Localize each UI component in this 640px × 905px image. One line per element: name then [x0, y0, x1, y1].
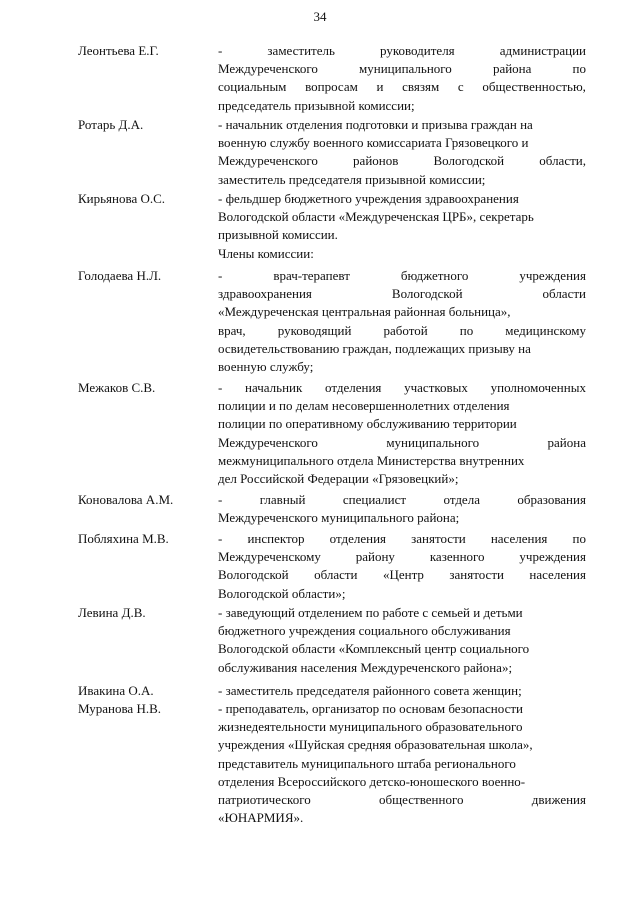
role-word: казенного — [429, 549, 485, 565]
role-word: муниципального — [386, 434, 480, 450]
role-word: Вологодской — [218, 567, 289, 583]
role-word: учреждения «Шуйская средняя образовательная школа», — [218, 737, 533, 753]
role-word: отделения — [325, 380, 382, 395]
role-word: здравоохранения — [218, 286, 312, 302]
member-role — [218, 491, 586, 527]
role-word: дел Российской Федерации «Грязовецкий»; — [218, 471, 459, 487]
role-word: Вологодской — [391, 286, 463, 302]
role-line — [218, 116, 586, 134]
role-word: району — [355, 549, 395, 565]
member-role — [218, 682, 586, 700]
role-word: учреждения — [519, 549, 586, 565]
role-word: социальным — [218, 79, 287, 95]
role-word: Вологодской области «Комплексный центр социального — [218, 641, 530, 657]
member-name: Ротарь Д.А. — [78, 117, 144, 132]
role-word: врач, — [218, 322, 246, 338]
role-line — [218, 152, 586, 170]
role-word: муниципального — [359, 61, 452, 77]
role-line — [218, 659, 586, 677]
member-role — [218, 42, 586, 115]
role-line — [218, 267, 586, 285]
role-word: - — [218, 268, 223, 283]
role-word: полиции и по делам несовершеннолетних отделения — [218, 398, 510, 414]
role-word: начальник — [245, 380, 303, 395]
member-name: Голодаева Н.Л. — [78, 268, 162, 283]
role-word: - заведующий отделением по работе с семьей и детьми — [218, 605, 523, 620]
role-word: «Центр — [382, 567, 424, 583]
role-word: полиции по оперативному обслуживанию территории — [218, 416, 517, 432]
role-line — [218, 640, 586, 658]
role-word: председатель призывной комиссии; — [218, 97, 415, 113]
role-line — [218, 434, 586, 452]
role-word: с — [457, 79, 464, 95]
role-line — [218, 208, 586, 226]
role-line — [218, 604, 586, 622]
role-word: «ЮНАРМИЯ». — [218, 810, 304, 826]
role-word: - заместитель председателя районного совета женщин; — [218, 683, 522, 698]
role-word: занятости — [411, 531, 466, 546]
role-line — [218, 60, 586, 78]
page-number: 34 — [313, 9, 327, 24]
role-word: Вологодской — [433, 153, 505, 169]
role-word: районов — [353, 153, 399, 169]
role-word: представитель муниципального штаба регионального — [218, 755, 516, 771]
role-word: военную службу; — [218, 359, 314, 375]
role-word: патриотического — [218, 792, 311, 808]
role-word: Вологодской области «Междуреченская ЦРБ», секретарь — [218, 209, 534, 225]
role-word: по — [459, 322, 474, 338]
role-word: области, — [539, 153, 586, 169]
role-line — [218, 791, 586, 809]
role-word: и — [376, 79, 384, 95]
role-word: участковых — [404, 380, 468, 395]
role-word: военную службу военного комиссариата Грязовецкого и — [218, 135, 529, 151]
role-line — [218, 78, 586, 96]
role-word: заместитель — [267, 43, 335, 58]
role-word: общественностью, — [482, 79, 586, 95]
role-line — [218, 682, 586, 700]
member-role — [218, 190, 586, 245]
member-name: Леонтьева Е.Г. — [78, 43, 159, 58]
role-line — [218, 97, 586, 115]
role-word: призывной комиссии. — [218, 227, 338, 243]
role-word: общественного — [379, 792, 464, 808]
role-word: - — [218, 380, 223, 395]
role-word: - — [218, 43, 223, 58]
role-word: главный — [259, 492, 306, 507]
role-word: вопросам — [305, 79, 358, 95]
role-line — [218, 190, 586, 208]
role-word: межмуниципального отдела Министерства внутренних — [218, 452, 525, 468]
role-word: обслуживания населения Междуреченского района»; — [218, 659, 513, 675]
role-line — [218, 134, 586, 152]
member-role — [218, 267, 586, 376]
role-line — [218, 809, 586, 827]
role-line — [218, 470, 586, 488]
role-word: уполномоченных — [490, 380, 586, 395]
role-line — [218, 415, 586, 433]
role-word: населения — [529, 567, 586, 583]
role-word: руководящий — [277, 322, 352, 338]
role-word: района — [492, 61, 532, 77]
role-word: по — [572, 531, 586, 546]
member-role — [218, 700, 586, 827]
role-word: связям — [402, 79, 440, 95]
role-line — [218, 226, 586, 244]
role-line — [218, 548, 586, 566]
member-role — [218, 116, 586, 189]
member-role — [218, 604, 586, 677]
member-name: Побляхина М.В. — [78, 531, 169, 546]
role-line — [218, 736, 586, 754]
role-word: заместитель председателя призывной комиссии; — [218, 171, 486, 187]
member-name: Кирьянова О.С. — [78, 191, 166, 206]
role-line — [218, 285, 586, 303]
role-word: образования — [517, 492, 586, 507]
role-word: работой — [383, 322, 428, 338]
role-line — [218, 42, 586, 60]
role-word: Вологодской области»; — [218, 585, 346, 601]
role-word: инспектор — [247, 531, 305, 546]
role-line — [218, 171, 586, 189]
role-word: - — [218, 531, 223, 546]
member-name: Коновалова А.М. — [78, 492, 174, 507]
role-line — [218, 303, 586, 321]
member-name: Ивакина О.А. — [78, 683, 154, 698]
role-word: отделения — [329, 531, 387, 546]
role-line — [218, 322, 586, 340]
role-word: области — [542, 286, 586, 302]
role-line — [218, 700, 586, 718]
role-word: района — [547, 434, 586, 450]
role-line — [218, 509, 586, 527]
role-line — [218, 755, 586, 773]
member-name: Левина Д.В. — [78, 605, 146, 620]
member-name: Муранова Н.В. — [78, 701, 162, 716]
member-name: Межаков С.В. — [78, 380, 156, 395]
role-word: - — [218, 492, 223, 507]
role-word: жизнедеятельности муниципального образовательного — [218, 719, 523, 735]
role-word: занятости — [449, 567, 504, 583]
role-line — [218, 340, 586, 358]
member-role — [218, 379, 586, 488]
role-line — [218, 379, 586, 397]
role-word: учреждения — [519, 268, 586, 283]
role-word: руководителя — [380, 43, 455, 58]
role-word: Междуреченского — [218, 434, 318, 450]
role-word: медицинскому — [505, 322, 586, 338]
role-word: - начальник отделения подготовки и призыва граждан на — [218, 117, 533, 132]
role-word: Междуреченского — [218, 153, 318, 169]
role-word: отделения Всероссийского детско-юношеского военно- — [218, 773, 526, 789]
role-word: освидетельствованию граждан, подлежащих призыву на — [218, 340, 531, 356]
role-word: Междуреченского муниципального района; — [218, 510, 460, 526]
role-word: «Междуреченская центральная районная больница», — [218, 304, 511, 320]
role-word: Междуреченского — [218, 61, 318, 77]
role-line — [218, 358, 586, 376]
member-role — [218, 530, 586, 603]
role-line — [218, 566, 586, 584]
role-line — [218, 718, 586, 736]
members-header: Члены комиссии: — [218, 246, 314, 261]
role-word: по — [572, 61, 586, 77]
role-word: Междуреченскому — [218, 549, 321, 565]
role-line — [218, 397, 586, 415]
role-word: бюджетного — [400, 268, 469, 283]
role-line — [218, 530, 586, 548]
role-line — [218, 585, 586, 603]
role-word: движения — [531, 792, 586, 808]
role-word: специалист — [342, 492, 407, 507]
role-line — [218, 622, 586, 640]
role-line — [218, 452, 586, 470]
role-word: области — [314, 567, 358, 583]
role-word: врач-терапевт — [273, 268, 350, 283]
role-word: - фельдшер бюджетного учреждения здравоохранения — [218, 191, 519, 206]
role-word: - преподаватель, организатор по основам безопасности — [218, 701, 523, 716]
role-word: администрации — [499, 43, 586, 58]
role-word: отдела — [443, 492, 480, 507]
role-word: бюджетного учреждения социального обслуживания — [218, 623, 511, 639]
role-line — [218, 773, 586, 791]
role-word: населения — [490, 531, 548, 546]
role-line — [218, 491, 586, 509]
